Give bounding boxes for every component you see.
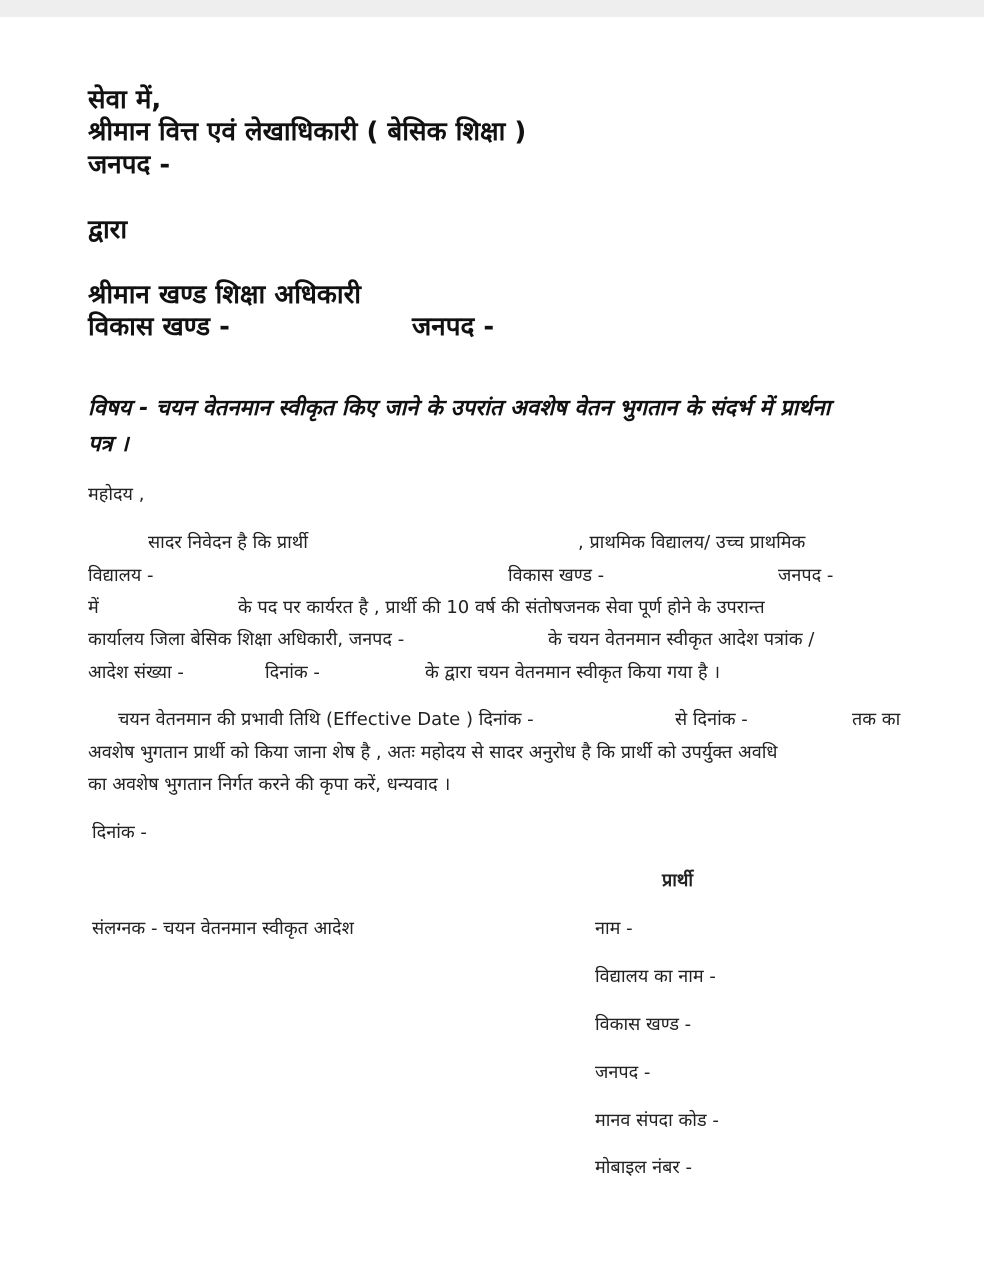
para2-till: तक का — [852, 709, 901, 730]
para1-line3-start: में — [88, 597, 99, 618]
para2-line2: अवशेष भुगतान प्रार्थी को किया जाना शेष है , अतः महोदय से सादर अनुरोध है कि प्रार्थी को उपर्युक्त अवधि — [88, 742, 778, 763]
para2-line3: का अवशेष भुगतान निर्गत करने की कृपा करें, धन्यवाद । — [88, 774, 451, 795]
applicant-hr-code-field: मानव संपदा कोड - — [595, 1110, 719, 1131]
para1-date-label: दिनांक - — [265, 662, 320, 683]
applicant-mobile-field: मोबाइल नंबर - — [595, 1157, 692, 1178]
para1-order-no-label: आदेश संख्या - — [88, 662, 184, 683]
subject-line2: पत्र । — [88, 432, 129, 457]
applicant-district-field: जनपद - — [595, 1062, 651, 1083]
enclosure: संलग्नक - चयन वेतनमान स्वीकृत आदेश — [92, 918, 354, 939]
subject-line1: विषय - चयन वेतनमान स्वीकृत किए जाने के उपरांत अवशेष वेतन भुगतान के संदर्भ में प्रार्थना — [88, 396, 831, 421]
addressee-district: जनपद - — [88, 150, 171, 180]
date-label: दिनांक - — [92, 822, 147, 843]
addressee-line1: सेवा में, — [88, 85, 162, 115]
para1-line1-end: , प्राथमिक विद्यालय/ उच्च प्राथमिक — [578, 532, 806, 553]
para2-line1-start: चयन वेतनमान की प्रभावी तिथि (Effective Date ) दिनांक - — [118, 709, 534, 730]
applicant-block-field: विकास खण्ड - — [595, 1014, 692, 1035]
block-label: विकास खण्ड - — [88, 312, 230, 342]
para1-district-label: जनपद - — [778, 565, 834, 586]
para1-block-label: विकास खण्ड - — [508, 565, 605, 586]
para1-line4-start: कार्यालय जिला बेसिक शिक्षा अधिकारी, जनपद - — [88, 629, 405, 650]
para1-line4-end: के चयन वेतनमान स्वीकृत आदेश पत्रांक / — [548, 629, 815, 650]
via-label: द्वारा — [88, 215, 128, 245]
applicant-name-field: नाम - — [595, 918, 633, 939]
para2-from-date: से दिनांक - — [675, 709, 748, 730]
top-bar — [0, 0, 984, 17]
salutation: महोदय , — [88, 484, 145, 505]
para1-school-label: विद्यालय - — [88, 565, 154, 586]
para1-line3-text: के पद पर कार्यरत है , प्रार्थी की 10 वर्ष की संतोषजनक सेवा पूर्ण होने के उपरान्त — [238, 597, 765, 618]
applicant-heading: प्रार्थी — [662, 870, 694, 891]
para1-line5-end: के द्वारा चयन वेतनमान स्वीकृत किया गया है । — [425, 662, 721, 683]
applicant-school-field: विद्यालय का नाम - — [595, 966, 716, 987]
addressee-line2: श्रीमान वित्त एवं लेखाधिकारी ( बेसिक शिक्षा ) — [88, 117, 527, 147]
district-label: जनपद - — [412, 312, 495, 342]
officer-title: श्रीमान खण्ड शिक्षा अधिकारी — [88, 280, 361, 310]
para1-line1-start: सादर निवेदन है कि प्रार्थी — [148, 532, 308, 553]
